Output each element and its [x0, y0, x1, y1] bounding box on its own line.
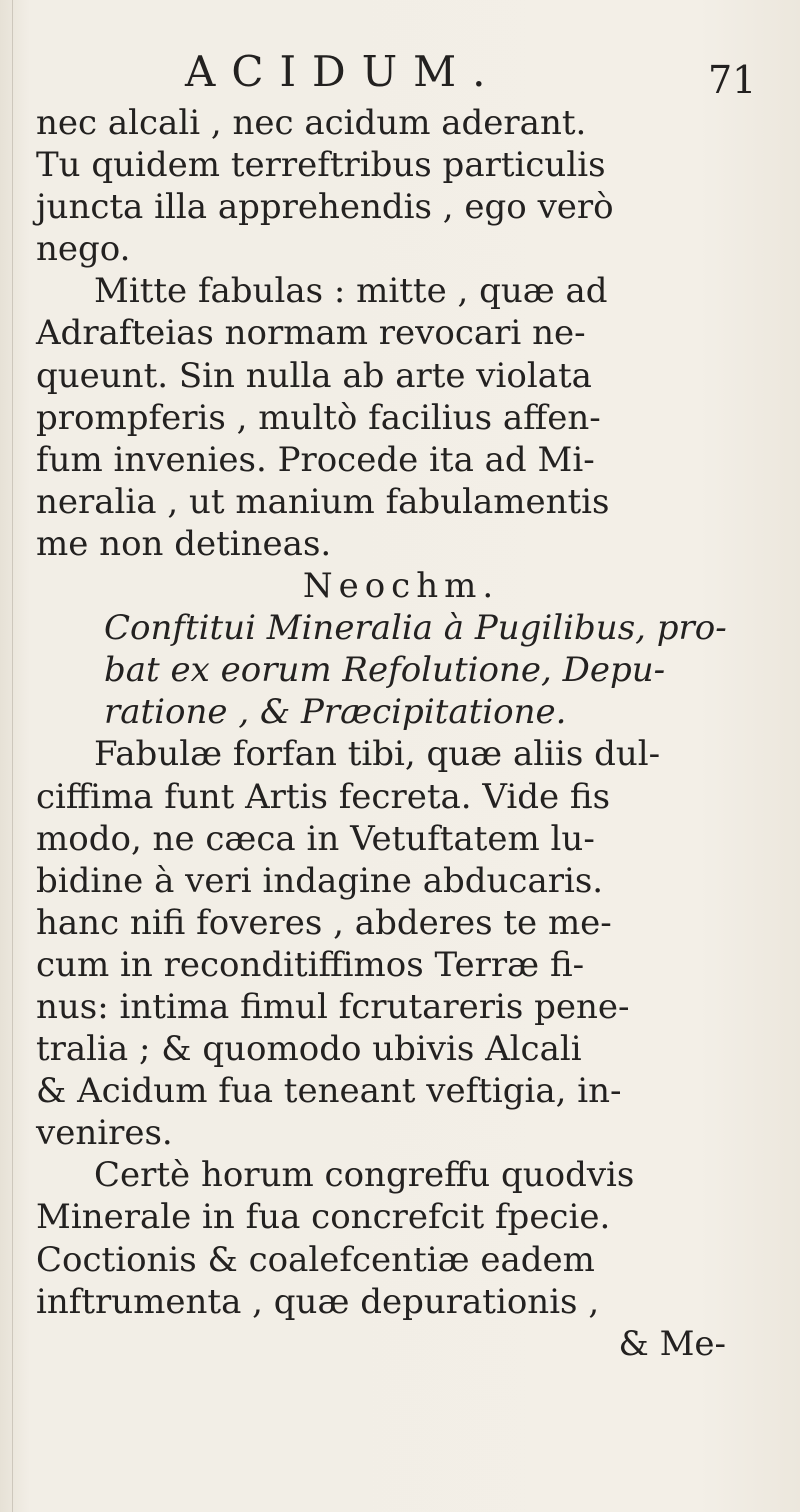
text-line: nec alcali , nec acidum aderant.	[36, 103, 587, 143]
catchword: & Me-	[618, 1323, 726, 1364]
text-line: juncta illa apprehendis , ego verò	[36, 187, 614, 228]
text-line: modo, ne cæca in Vetuftatem lu-	[36, 818, 595, 859]
text-line: tralia ; & quomodo ubivis Alcali	[36, 1029, 582, 1070]
text-line: nus: intima fimul fcrutareris pene-	[36, 986, 630, 1027]
text-line: neralia , ut manium fabulamentis	[36, 481, 610, 522]
text-line: inftrumenta , quæ depurationis ,	[36, 1281, 600, 1322]
text-line: me non detineas.	[36, 523, 332, 564]
speaker-heading: Neochm.	[302, 566, 500, 607]
text-line: bidine à veri indagine abducaris.	[36, 860, 604, 901]
text-line: fum invenies. Procede ita ad Mi-	[36, 439, 595, 480]
page-header	[0, 42, 800, 102]
text-line: venires.	[36, 1113, 173, 1154]
text-line: ciffima funt Artis fecreta. Vide fis	[36, 776, 611, 817]
text-line: Certè horum congreffu quodvis	[94, 1155, 635, 1196]
text-line: prompferis , multò facilius affen-	[36, 397, 601, 438]
summary-line: bat ex eorum Refolutione, Depu-	[104, 650, 666, 691]
summary-line: Conftitui Mineralia à Pugilibus, pro-	[104, 608, 727, 649]
page-number: 71	[708, 58, 757, 102]
text-line: hanc nifi foveres , abderes te me-	[36, 902, 612, 943]
page-gutter	[12, 0, 13, 1512]
text-line: Fabulæ forfan tibi, quæ aliis dul-	[94, 734, 661, 775]
body-text	[36, 102, 726, 1365]
text-line: Mitte fabulas : mitte , quæ ad	[94, 271, 608, 312]
text-line: & Acidum fua teneant veftigia, in-	[36, 1071, 622, 1112]
text-line: cum in reconditiffimos Terræ fi-	[36, 944, 585, 985]
text-line: queunt. Sin nulla ab arte violata	[36, 355, 592, 396]
summary-line: ratione , & Præcipitatione.	[104, 692, 567, 733]
text-line: Minerale in fua concrefcit fpecie.	[36, 1197, 611, 1238]
running-title: ACIDUM.	[185, 47, 502, 96]
text-line: Tu quidem terreftribus particulis	[36, 145, 606, 186]
text-line: Coctionis & coalefcentiæ eadem	[36, 1239, 595, 1280]
text-line: nego.	[36, 229, 131, 270]
text-line: Adrafteias normam revocari ne-	[36, 313, 586, 354]
